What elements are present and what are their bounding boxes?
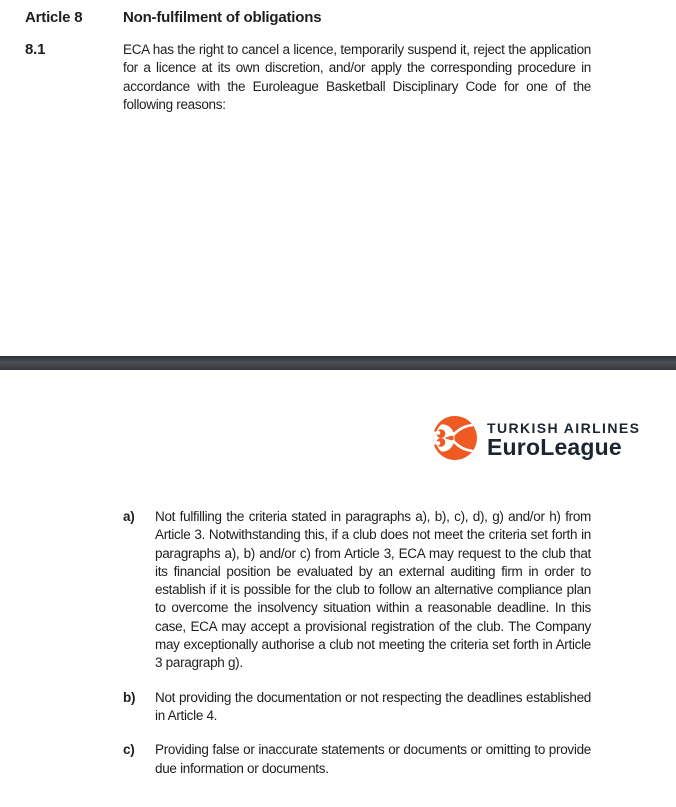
reasons-list (123, 508, 591, 794)
list-marker-a: a) (123, 509, 135, 524)
list-text-a: Not fulfilling the criteria stated in paragraphs a), b), c), d), g) and/or h) from Article 3. Notwithstanding this, if a club does not meet the criteria set forth in paragraphs a), b) and/or c) from Article 3, ECA may request to the club that its financial position be evaluated by an external auditing firm in order to establish if it is possible for the club to follow an alternative compliance plan to overcome the insolvency situation within a reasonable deadline. In this case, ECA may accept a provisional registration of the club. The Company may exceptionally authorise a club not meeting the criteria set forth in Article 3 paragraph g). (155, 509, 591, 671)
article-number: Article 8 (25, 9, 83, 26)
page-separator (0, 356, 676, 370)
list-item-c (123, 741, 591, 778)
euroleague-logo (433, 416, 640, 460)
list-item-a (123, 508, 591, 673)
list-text-c: Providing false or inaccurate statements or documents or omitting to provide due information or documents. (155, 742, 591, 776)
list-marker-c: c) (123, 742, 135, 758)
section-8-1 (25, 41, 591, 114)
section-number: 8.1 (25, 41, 46, 58)
article-heading (25, 9, 321, 26)
article-title: Non-fulfilment of obligations (123, 9, 322, 26)
list-item-b (123, 689, 591, 726)
list-text-b: Not providing the documentation or not respecting the deadlines established in Article 4. (155, 689, 591, 723)
logo-league-name: EuroLeague (487, 434, 622, 460)
euroleague-ball-icon (433, 416, 477, 460)
section-text: ECA has the right to cancel a licence, temporarily suspend it, reject the application for a licence at its own discretion, and/or apply the corresponding procedure in accordance with the Euroleague Basketball Disciplinary Code for one of the following reasons: (123, 42, 591, 112)
list-marker-b: b) (123, 689, 136, 705)
logo-wordmark (487, 416, 640, 458)
logo-airline-name: TURKISH AIRLINES (487, 420, 641, 436)
